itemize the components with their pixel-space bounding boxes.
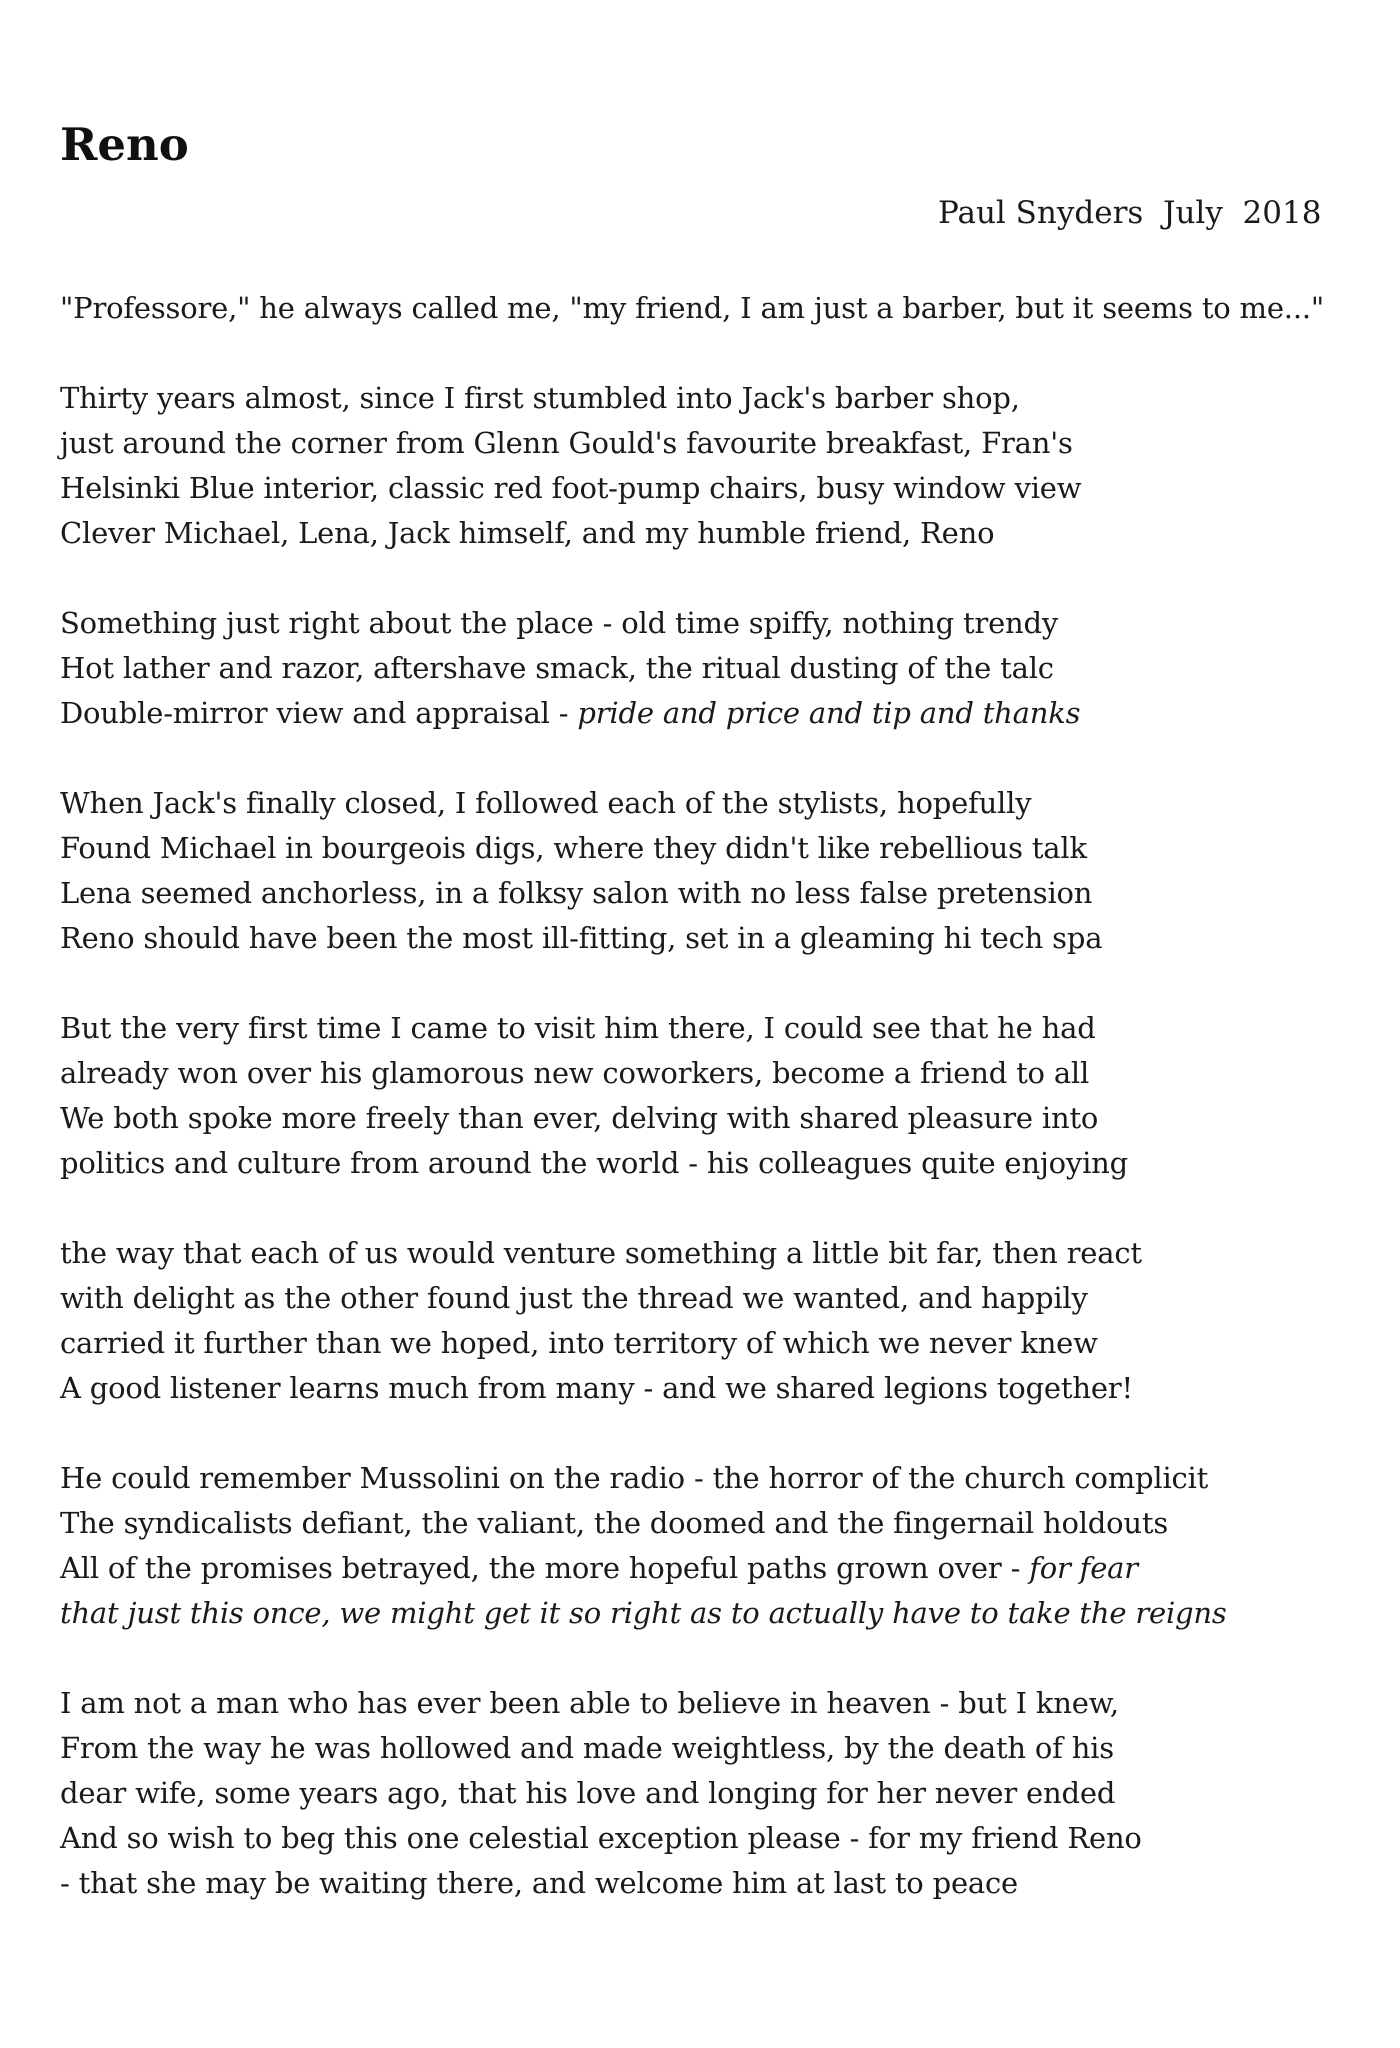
line-text: Clever Michael, Lena, Jack himself, and my humble friend, Reno [60, 516, 995, 550]
line-text: The syndicalists defiant, the valiant, the doomed and the fingernail holdouts [60, 1506, 1169, 1540]
line-text: carried it further than we hoped, into territory of which we never knew [60, 1326, 1098, 1360]
stanza-break [60, 331, 1380, 376]
stanza-break [60, 556, 1380, 601]
poem-line [60, 1231, 1380, 1276]
poem-stanza [60, 376, 1380, 556]
poem-line [60, 466, 1380, 511]
poem-body [60, 286, 1380, 1906]
poem-line [60, 1006, 1380, 1051]
poem-line [60, 646, 1380, 691]
line-text: We both spoke more freely than ever, delving with shared pleasure into [60, 1101, 1099, 1135]
line-text: He could remember Mussolini on the radio - the horror of the church complicit [60, 1461, 1209, 1495]
poem-line [60, 1096, 1380, 1141]
line-text: Hot lather and razor, aftershave smack, the ritual dusting of the talc [60, 651, 1054, 685]
line-text: Double-mirror view and appraisal - [60, 696, 578, 730]
line-text: When Jack's finally closed, I followed each of the stylists, hopefully [60, 786, 1032, 820]
poem-stanza [60, 601, 1380, 736]
stanza-break [60, 961, 1380, 1006]
poem-line [60, 1276, 1380, 1321]
poem-line [60, 1816, 1380, 1861]
line-text: And so wish to beg this one celestial exception please - for my friend Reno [60, 1821, 1142, 1855]
line-text: politics and culture from around the world - his colleagues quite enjoying [60, 1146, 1129, 1180]
line-text: dear wife, some years ago, that his love and longing for her never ended [60, 1776, 1116, 1810]
line-text: Something just right about the place - old time spiffy, nothing trendy [60, 606, 1059, 640]
poem-line [60, 1591, 1380, 1636]
poem-line [60, 1771, 1380, 1816]
line-text: But the very first time I came to visit him there, I could see that he had [60, 1011, 1096, 1045]
italic-phrase: for fear [1029, 1551, 1138, 1585]
line-text: Helsinki Blue interior, classic red foot-pump chairs, busy window view [60, 471, 1082, 505]
poem-line [60, 1141, 1380, 1186]
stanza-break [60, 736, 1380, 781]
poem-line [60, 1321, 1380, 1366]
poem-stanza [60, 781, 1380, 961]
line-text: Lena seemed anchorless, in a folksy salon with no less false pretension [60, 876, 1093, 910]
poem-line [60, 376, 1380, 421]
stanza-break [60, 1636, 1380, 1681]
poem-line [60, 1366, 1380, 1411]
poem-title: Reno [60, 118, 189, 171]
line-text: Thirty years almost, since I first stumbled into Jack's barber shop, [60, 381, 1020, 415]
poem-line [60, 781, 1380, 826]
poem-line [60, 1546, 1380, 1591]
line-text: A good listener learns much from many - and we shared legions together! [60, 1371, 1133, 1405]
poem-line [60, 1501, 1380, 1546]
line-text: already won over his glamorous new coworkers, become a friend to all [60, 1056, 1090, 1090]
poem-line [60, 691, 1380, 736]
author-date-byline: Paul Snyders July 2018 [938, 195, 1322, 231]
poem-line [60, 1726, 1380, 1771]
poem-line [60, 1861, 1380, 1906]
stanza-break [60, 1186, 1380, 1231]
line-text: Found Michael in bourgeois digs, where they didn't like rebellious talk [60, 831, 1087, 865]
poem-line [60, 1456, 1380, 1501]
line-text: the way that each of us would venture something a little bit far, then react [60, 1236, 1142, 1270]
stanza-break [60, 1411, 1380, 1456]
poem-line [60, 421, 1380, 466]
poem-line [60, 286, 1380, 331]
poem-stanza [60, 1231, 1380, 1411]
line-text: I am not a man who has ever been able to believe in heaven - but I knew, [60, 1686, 1119, 1720]
line-text: with delight as the other found just the thread we wanted, and happily [60, 1281, 1088, 1315]
poem-stanza [60, 1456, 1380, 1636]
line-text: "Professore," he always called me, "my friend, I am just a barber, but it seems to me..." [60, 291, 1325, 325]
italic-phrase: pride and price and tip and thanks [577, 696, 1081, 730]
italic-phrase: that just this once, we might get it so right as to actually have to take the reigns [60, 1596, 1227, 1630]
line-text: Reno should have been the most ill-fitting, set in a gleaming hi tech spa [60, 921, 1103, 955]
line-text: just around the corner from Glenn Gould's favourite breakfast, Fran's [60, 426, 1073, 460]
poem-line [60, 1681, 1380, 1726]
poem-line [60, 826, 1380, 871]
poem-line [60, 871, 1380, 916]
poem-stanza [60, 286, 1380, 331]
poem-stanza [60, 1006, 1380, 1186]
line-text: From the way he was hollowed and made weightless, by the death of his [60, 1731, 1114, 1765]
line-text: All of the promises betrayed, the more hopeful paths grown over - [60, 1551, 1030, 1585]
poem-line [60, 1051, 1380, 1096]
poem-line [60, 916, 1380, 961]
line-text: - that she may be waiting there, and welcome him at last to peace [60, 1866, 1019, 1900]
poem-line [60, 511, 1380, 556]
poem-line [60, 601, 1380, 646]
poem-stanza [60, 1681, 1380, 1906]
